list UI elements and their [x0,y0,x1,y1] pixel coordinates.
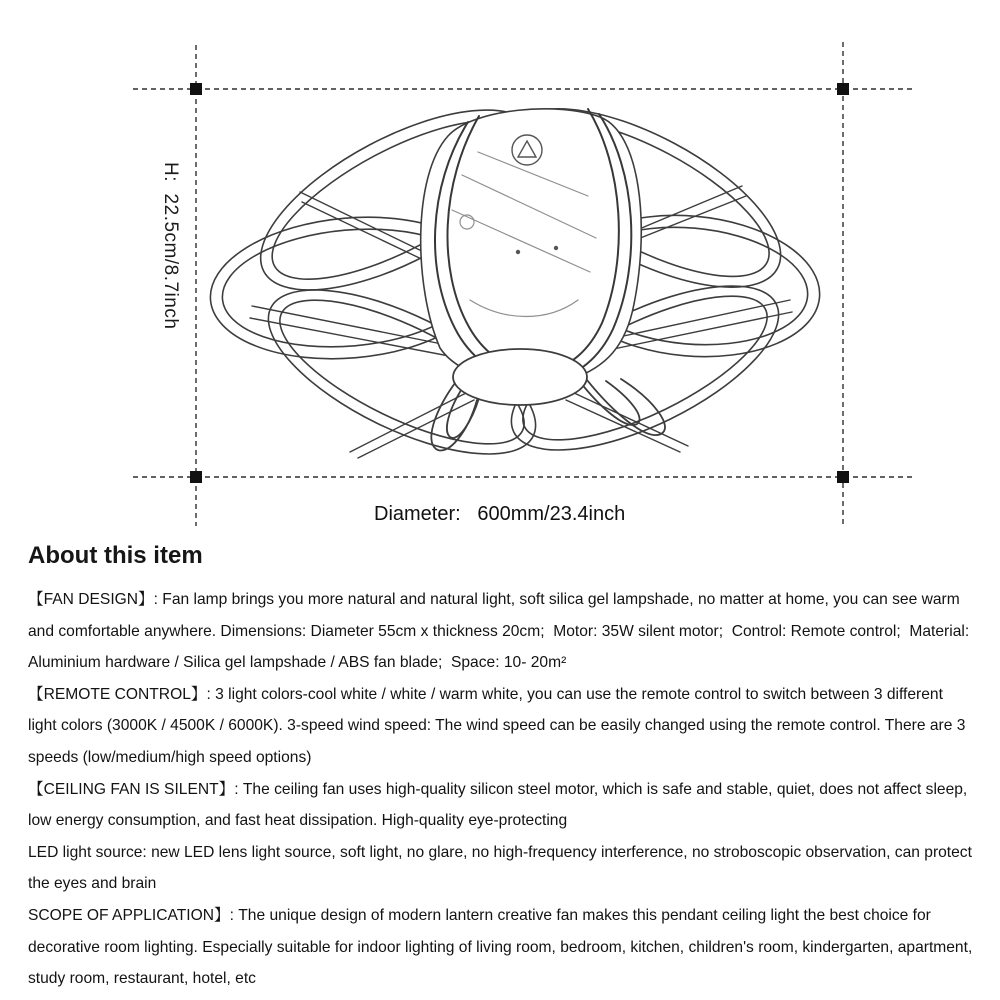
about-section [28,542,977,995]
marker-top-right-icon [837,83,849,95]
about-heading: About this item [28,542,203,569]
marker-bottom-left-icon [190,471,202,483]
light-diffuser [453,349,587,405]
about-paragraph-silent-fan: 【CEILING FAN IS SILENT】: The ceiling fan uses high-quality silicon steel motor, which is safe and stable, quiet, does not affect sleep, low energy consumption, and fast heat dissipation. High-quality eye-protecting [28,780,972,830]
ceiling-fan-line-drawing-icon [204,73,825,487]
about-paragraph-scope-of-application: SCOPE OF APPLICATION】: The unique design of modern lantern creative fan makes this pendant ceiling light the best choice for decorative room lighting. Especially suitable for indoor lighting of living room, bedroom, kitchen, children's room, kindergarten, apartment, study room, restaurant, hotel, etc [28,906,977,988]
about-paragraph-fan-design: 【FAN DESIGN】: Fan lamp brings you more natural and natural light, soft silica gel lampshade, no matter at home, you can see warm and comfortable anywhere. Dimensions: Diameter 55cm x thickness 20cm; Motor: 35W silent motor; Control: Remote control; Material: Aluminium hardware / Silica gel lampshade / ABS fan blade; Space: 10- 20m² [28,591,973,672]
diameter-dimension-label: Diameter: 600mm/23.4inch [374,503,626,525]
marker-bottom-right-icon [837,471,849,483]
marker-top-left-icon [190,83,202,95]
about-paragraph-remote-control: 【REMOTE CONTROL】: 3 light colors-cool white / white / warm white, you can use the remote control to switch between 3 different light colors (3000K / 4500K / 6000K). 3-speed wind speed: The wind speed can be easily changed using the remote control. There are 3 speeds (low/medium/high speed options) [28,685,970,766]
about-paragraph-led-light: LED light source: new LED lens light source, soft light, no glare, no high-frequency interference, no stroboscopic observation, can protect the eyes and brain [28,843,977,893]
height-dimension-label: H: 22.5cm/8.7inch [160,162,181,330]
